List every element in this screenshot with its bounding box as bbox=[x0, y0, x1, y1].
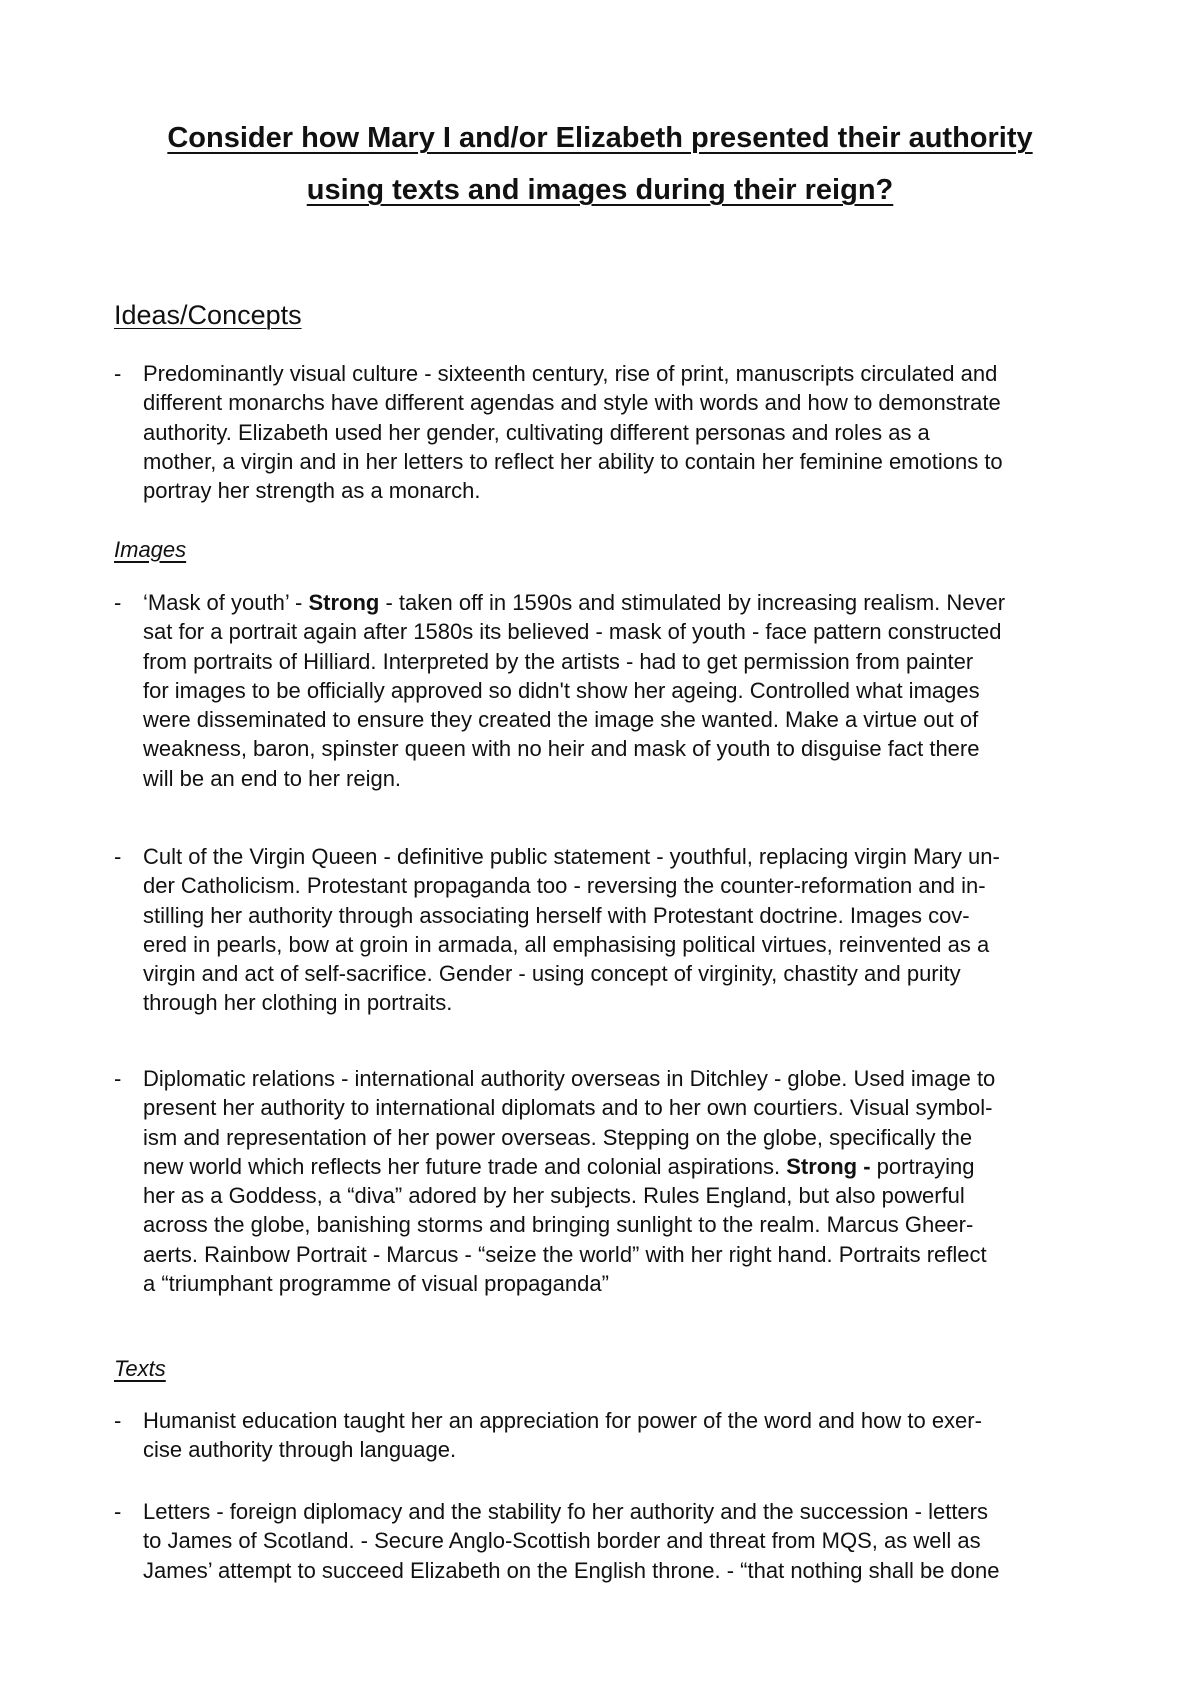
text-line: ism and representation of her power overseas. Stepping on the globe, specifically the bbox=[143, 1124, 973, 1150]
text-line: different monarchs have different agendas and style with words and how to demonstrate bbox=[143, 390, 1001, 416]
text-run: new world which reflects her future trade and colonial aspirations. bbox=[143, 1153, 787, 1179]
text-line: her as a Goddess, a “diva” adored by her subjects. Rules England, but also powerful bbox=[143, 1183, 965, 1209]
bullet-dash: - bbox=[114, 1066, 122, 1091]
text-line: virgin and act of self-sacrifice. Gender - using concept of virginity, chastity and purity bbox=[143, 961, 961, 987]
bullet-text bbox=[143, 1406, 1104, 1465]
text-line: through her clothing in portraits. bbox=[143, 990, 453, 1016]
text-run: - taken off in 1590s and stimulated by increasing realism. Never bbox=[379, 590, 1006, 615]
text-line: Diplomatic relations - international authority overseas in Ditchley - globe. Used image to bbox=[143, 1066, 996, 1091]
text-run: portraying bbox=[870, 1153, 975, 1179]
text-line: aerts. Rainbow Portrait - Marcus - “seize the world” with her right hand. Portraits reflect bbox=[143, 1241, 987, 1267]
bullet-text bbox=[143, 588, 1104, 793]
strong-label: Strong - bbox=[786, 1153, 871, 1179]
text-line: from portraits of Hilliard. Interpreted by the artists - had to get permission from painter bbox=[143, 648, 974, 674]
text-line: across the globe, banishing storms and bringing sunlight to the realm. Marcus Gheer- bbox=[143, 1212, 974, 1238]
bullet-ideas-1 bbox=[114, 359, 1104, 505]
text-line: sat for a portrait again after 1580s its believed - mask of youth - face pattern constructed bbox=[143, 619, 1002, 645]
bullet-text bbox=[143, 1497, 1104, 1585]
sub-heading-images: Images bbox=[114, 537, 187, 562]
text-line: cise authority through language. bbox=[143, 1437, 457, 1463]
bullet-images-3 bbox=[114, 1064, 1104, 1298]
sub-heading-texts: Texts bbox=[114, 1356, 166, 1381]
text-line: a “triumphant programme of visual propaganda” bbox=[143, 1271, 609, 1297]
text-line: Cult of the Virgin Queen - definitive public statement - youthful, replacing virgin Mary un- bbox=[143, 844, 1000, 869]
bullet-dash: - bbox=[114, 361, 122, 386]
text-line: present her authority to international diplomats and to her own courtiers. Visual symbol- bbox=[143, 1095, 993, 1121]
text-line: James’ attempt to succeed Elizabeth on the English throne. - “that nothing shall be done bbox=[143, 1557, 1000, 1583]
text-line: to James of Scotland. - Secure Anglo-Scottish border and threat from MQS, as well as bbox=[143, 1528, 981, 1554]
text-line: authority. Elizabeth used her gender, cultivating different personas and roles as a bbox=[143, 419, 930, 445]
bullet-images-1 bbox=[114, 588, 1104, 793]
strong-label: Strong bbox=[308, 590, 380, 615]
title-line-1: Consider how Mary I and/or Elizabeth presented their authority bbox=[167, 122, 1033, 154]
text-line: for images to be officially approved so didn't show her ageing. Controlled what images bbox=[143, 677, 980, 703]
text-line bbox=[143, 1152, 1104, 1181]
text-line: ered in pearls, bow at groin in armada, all emphasising political virtues, reinvented as a bbox=[143, 931, 990, 957]
text-line: will be an end to her reign. bbox=[143, 765, 402, 791]
section-heading-ideas: Ideas/Concepts bbox=[114, 300, 302, 330]
title-line-2: using texts and images during their reign? bbox=[306, 174, 894, 206]
text-line: weakness, baron, spinster queen with no heir and mask of youth to disguise fact there bbox=[143, 736, 980, 762]
bullet-text bbox=[143, 359, 1104, 505]
text-line: mother, a virgin and in her letters to reflect her ability to contain her feminine emotions to bbox=[143, 448, 1003, 474]
text-line: der Catholicism. Protestant propaganda too - reversing the counter-reformation and in- bbox=[143, 873, 986, 899]
bullet-texts-2 bbox=[114, 1497, 1104, 1585]
text-line: stilling her authority through associating herself with Protestant doctrine. Images cov- bbox=[143, 902, 970, 928]
bullet-dash: - bbox=[114, 844, 122, 869]
bullet-dash: - bbox=[114, 1499, 122, 1524]
bullet-text bbox=[143, 1064, 1104, 1298]
text-line: Humanist education taught her an appreciation for power of the word and how to exer- bbox=[143, 1408, 982, 1433]
text-line bbox=[143, 588, 1104, 617]
text-run: ‘Mask of youth’ - bbox=[143, 590, 309, 615]
document-title bbox=[80, 112, 1120, 216]
bullet-texts-1 bbox=[114, 1406, 1104, 1465]
bullet-text bbox=[143, 842, 1104, 1018]
text-line: were disseminated to ensure they created the image she wanted. Make a virtue out of bbox=[143, 707, 979, 733]
text-line: portray her strength as a monarch. bbox=[143, 478, 481, 504]
text-line: Predominantly visual culture - sixteenth century, rise of print, manuscripts circulated and bbox=[143, 361, 998, 386]
bullet-dash: - bbox=[114, 590, 122, 615]
bullet-dash: - bbox=[114, 1408, 122, 1433]
text-line: Letters - foreign diplomacy and the stability fo her authority and the succession - letters bbox=[143, 1499, 988, 1524]
bullet-images-2 bbox=[114, 842, 1104, 1018]
